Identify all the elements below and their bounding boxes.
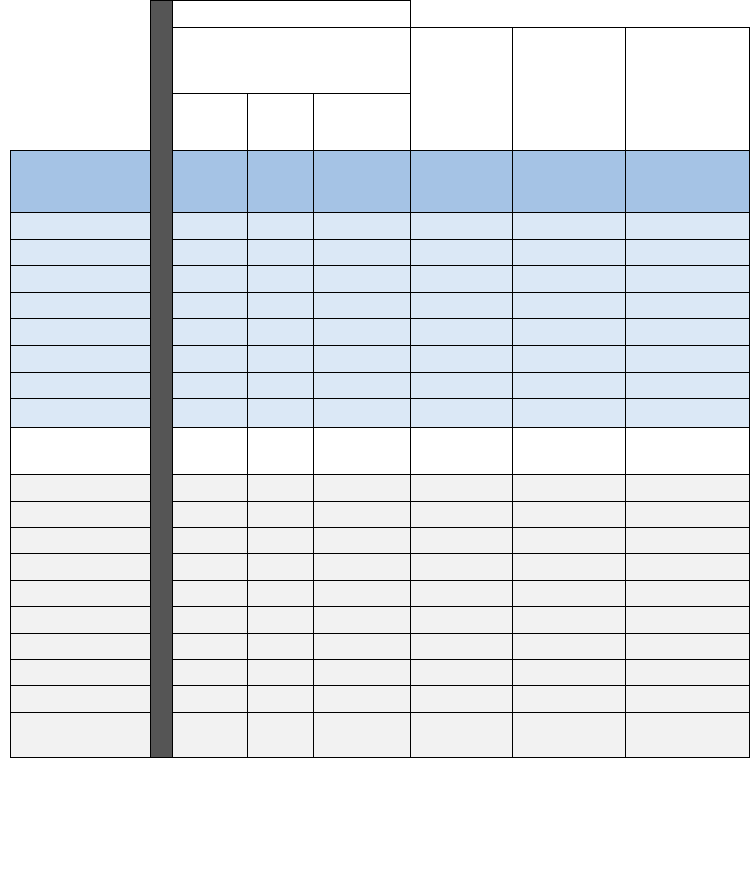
table-row (11, 292, 750, 319)
cell-value (513, 633, 626, 659)
cell-value (513, 428, 626, 475)
cell-value (173, 428, 248, 475)
cell-value (626, 292, 750, 319)
cell-value (626, 633, 750, 659)
row-label (11, 428, 151, 475)
annual-header (626, 28, 750, 151)
cell-value (173, 527, 248, 553)
cell-value (314, 686, 411, 712)
cell-value (248, 475, 314, 501)
row-label (11, 580, 151, 606)
by-sea-header (248, 94, 314, 151)
table-row (11, 554, 750, 580)
cell-value (248, 580, 314, 606)
cell-value (248, 319, 314, 346)
cell-value (626, 372, 750, 399)
row-label (11, 345, 151, 372)
cell-value (626, 345, 750, 372)
cell-value (248, 659, 314, 685)
cell-value (314, 527, 411, 553)
cell-value (626, 607, 750, 633)
row-label (11, 399, 151, 428)
corner-blank (11, 1, 151, 28)
row-label (11, 319, 151, 346)
table-row (11, 475, 750, 501)
row-label (11, 213, 151, 240)
cell-value (411, 607, 513, 633)
cell-value (626, 213, 750, 240)
cell-value (173, 292, 248, 319)
cell-value (513, 712, 626, 757)
cell-value (248, 712, 314, 757)
cell-value (626, 428, 750, 475)
cell-value (314, 319, 411, 346)
table-row (11, 213, 750, 240)
table-row (11, 527, 750, 553)
cell-value (513, 501, 626, 527)
cell-value (411, 475, 513, 501)
cell-value (513, 686, 626, 712)
cell-value (173, 554, 248, 580)
spacer-row (11, 399, 750, 428)
cell-value (173, 501, 248, 527)
cell-value (411, 554, 513, 580)
cell-value (626, 399, 750, 428)
cell-value (314, 554, 411, 580)
cell-value (513, 475, 626, 501)
cell-value (314, 372, 411, 399)
cell-value (173, 399, 248, 428)
cell-value (411, 686, 513, 712)
tourist-arrivals-table (10, 0, 750, 758)
cell-value (513, 213, 626, 240)
cell-value (314, 580, 411, 606)
cell-value (248, 151, 314, 213)
cell-value (248, 292, 314, 319)
cell-value (248, 501, 314, 527)
cell-value (314, 292, 411, 319)
cell-value (314, 633, 411, 659)
pct-change-header (513, 28, 626, 151)
cell-value (314, 151, 411, 213)
cell-value (248, 686, 314, 712)
cell-value (314, 607, 411, 633)
table-row (11, 372, 750, 399)
cell-value (411, 319, 513, 346)
cell-value (411, 151, 513, 213)
cell-value (411, 345, 513, 372)
cell-value (314, 712, 411, 757)
cell-value (411, 266, 513, 293)
row-label (11, 686, 151, 712)
cell-value (248, 554, 314, 580)
cell-value (411, 659, 513, 685)
cell-value (513, 399, 626, 428)
cell-value (626, 712, 750, 757)
cell-value (248, 428, 314, 475)
cell-value (173, 266, 248, 293)
cell-value (513, 607, 626, 633)
cell-value (411, 372, 513, 399)
table-row (11, 607, 750, 633)
cell-value (173, 633, 248, 659)
cell-value (314, 239, 411, 266)
cell-value (626, 554, 750, 580)
cell-value (173, 239, 248, 266)
table-row (11, 686, 750, 712)
row-label (11, 292, 151, 319)
cell-value (411, 292, 513, 319)
cell-value (248, 633, 314, 659)
cell-value (513, 527, 626, 553)
cell-value (173, 607, 248, 633)
table-row (11, 580, 750, 606)
cell-value (626, 319, 750, 346)
row-label (11, 633, 151, 659)
cell-value (173, 475, 248, 501)
cell-value (248, 266, 314, 293)
cell-value (173, 580, 248, 606)
cell-value (626, 501, 750, 527)
cell-value (411, 580, 513, 606)
cell-value (626, 527, 750, 553)
cell-value (411, 399, 513, 428)
cell-value (411, 428, 513, 475)
cell-value (173, 213, 248, 240)
row-label (11, 554, 151, 580)
row-label (11, 239, 151, 266)
cell-value (626, 266, 750, 293)
cell-value (411, 239, 513, 266)
row-label (11, 527, 151, 553)
cell-value (248, 607, 314, 633)
cell-value (314, 399, 411, 428)
cell-value (411, 501, 513, 527)
cell-value (248, 213, 314, 240)
cell-value (173, 686, 248, 712)
cell-value (513, 151, 626, 213)
cell-value (411, 527, 513, 553)
row-label (11, 266, 151, 293)
cell-value (626, 580, 750, 606)
by-air-header (173, 94, 248, 151)
row-label (11, 659, 151, 685)
cell-value (513, 319, 626, 346)
cell-value (314, 345, 411, 372)
table-row (11, 659, 750, 685)
cell-value (513, 554, 626, 580)
table-row (11, 633, 750, 659)
cell-value (626, 686, 750, 712)
cell-value (626, 239, 750, 266)
cell-value (173, 659, 248, 685)
cell-value (248, 527, 314, 553)
cell-value (248, 239, 314, 266)
cell-value (173, 345, 248, 372)
row-label (11, 372, 151, 399)
table-row (11, 266, 750, 293)
cell-value (248, 372, 314, 399)
row-label (11, 475, 151, 501)
tourist-arrivals-header (173, 28, 411, 94)
table-row (11, 319, 750, 346)
europe-summary-row (11, 151, 750, 213)
table-row (11, 712, 750, 757)
cell-value (314, 501, 411, 527)
cell-value (314, 213, 411, 240)
cell-value (411, 633, 513, 659)
cell-value (173, 319, 248, 346)
cell-value (314, 475, 411, 501)
cell-value (248, 399, 314, 428)
cell-value (626, 151, 750, 213)
cell-value (513, 266, 626, 293)
cell-value (513, 372, 626, 399)
table-row (11, 345, 750, 372)
period-header (173, 1, 411, 28)
row-label (11, 501, 151, 527)
cell-value (513, 292, 626, 319)
cell-value (173, 151, 248, 213)
cell-value (314, 428, 411, 475)
cell-value (411, 213, 513, 240)
table-row (11, 239, 750, 266)
middle-east-summary-row (11, 428, 750, 475)
cell-value (314, 266, 411, 293)
cell-value (513, 659, 626, 685)
table-row (11, 501, 750, 527)
cell-value (173, 712, 248, 757)
cell-value (411, 712, 513, 757)
dark-separator (151, 1, 173, 758)
total-2017-header (411, 28, 513, 151)
cell-value (314, 659, 411, 685)
row-label (11, 712, 151, 757)
cell-value (248, 345, 314, 372)
cell-value (626, 659, 750, 685)
row-label (11, 151, 151, 213)
total-header (314, 94, 411, 151)
cell-value (626, 475, 750, 501)
cell-value (513, 345, 626, 372)
cell-value (513, 580, 626, 606)
row-label (11, 607, 151, 633)
cell-value (513, 239, 626, 266)
cell-value (173, 372, 248, 399)
